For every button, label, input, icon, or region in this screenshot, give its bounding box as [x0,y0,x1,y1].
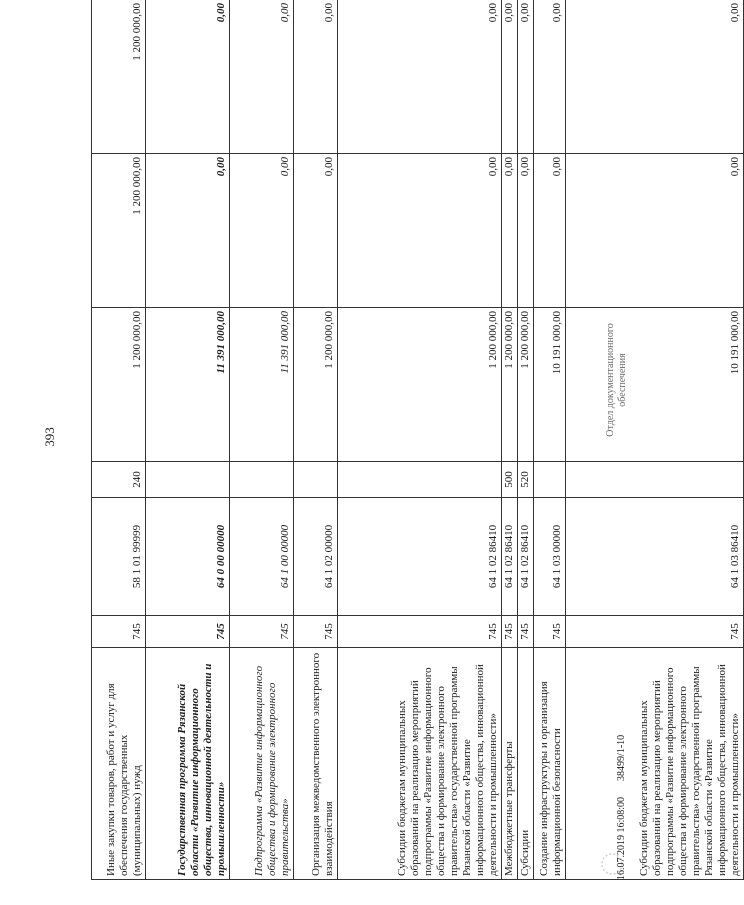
row-amount-1: 11 391 000,00 [146,308,230,462]
row-amount-1: 1 200 000,00 [294,308,338,462]
row-expense-type: 240 [92,462,146,498]
page-number: 393 [42,427,57,447]
row-name: Субсидии бюджетам муниципальных образований на реализацию мероприятий подпрограммы «Развитие информационного общества и формирование электронного правительства» государственной программы Рязанской области «Развитие информационного общества, инновационной деятельности и промышленности» [566,648,744,880]
footer-doc-id: 38499/1-10 [616,734,627,781]
row-amount-2: 0,00 [146,154,230,308]
row-amount-3: 0,00 [566,0,744,154]
table-row [294,0,338,880]
table-row [338,0,502,880]
row-expense-type: 520 [518,462,534,498]
row-amount-2: 0,00 [534,154,566,308]
row-amount-1: 1 200 000,00 [518,308,534,462]
row-name: Субсидии [518,648,534,880]
row-target-code: 58 1 01 99999 [92,498,146,616]
row-ministry: 745 [230,616,294,648]
row-expense-type [230,462,294,498]
footer-datetime: 16.07.2019 16:08:00 [616,796,627,880]
row-amount-3: 0,00 [230,0,294,154]
table-row [502,0,518,880]
row-target-code: 64 1 00 00000 [230,498,294,616]
row-amount-2: 0,00 [294,154,338,308]
row-name: Государственная программа Рязанской области «Развитие информационного общества, инновационной деятельности и промышленности» [146,648,230,880]
table-row [566,0,744,880]
row-amount-1: 1 200 000,00 [92,308,146,462]
row-name: Субсидии бюджетам муниципальных образований на реализацию мероприятий подпрограммы «Развитие информационного общества и формирование электронного правительства» государственной программы Рязанской области «Развитие информационного общества, инновационной деятельности и промышленности» [338,648,502,880]
row-amount-3: 0,00 [294,0,338,154]
row-amount-3: 0,00 [338,0,502,154]
row-expense-type [534,462,566,498]
row-expense-type [338,462,502,498]
row-amount-2: 1 200 000,00 [92,154,146,308]
row-amount-2: 0,00 [502,154,518,308]
table-row [92,0,146,880]
row-amount-2: 0,00 [566,154,744,308]
row-amount-3: 0,00 [146,0,230,154]
row-amount-1: 1 200 000,00 [502,308,518,462]
row-ministry: 745 [92,616,146,648]
row-ministry: 745 [294,616,338,648]
row-amount-1: 10 191 000,00 [566,308,744,462]
table-row [146,0,230,880]
department-stamp [605,310,629,450]
row-target-code: 64 1 03 86410 [566,498,744,616]
row-name: Создание инфраструктуры и организация информационной безопасности [534,648,566,880]
stamp-line-2: обеспечения [617,353,628,407]
row-amount-3: 0,00 [518,0,534,154]
stamp-line-1: Отдел документационного [605,323,616,437]
row-expense-type [294,462,338,498]
row-amount-1: 10 191 000,00 [534,308,566,462]
row-expense-type: 500 [502,462,518,498]
row-name: Иные закупки товаров, работ и услуг для обеспечения государственных (муниципальных) нужд [92,648,146,880]
row-amount-2: 0,00 [518,154,534,308]
row-target-code: 64 1 02 86410 [338,498,502,616]
row-ministry: 745 [338,616,502,648]
row-expense-type [566,462,744,498]
row-ministry: 745 [566,616,744,648]
row-target-code: 64 1 02 86410 [518,498,534,616]
row-amount-3: 1 200 000,00 [92,0,146,154]
row-amount-3: 0,00 [534,0,566,154]
row-amount-1: 11 391 000,00 [230,308,294,462]
row-name: Подпрограмма «Развитие информационного общества и формирование электронного правительства» [230,648,294,880]
row-target-code: 64 1 02 00000 [294,498,338,616]
row-target-code: 64 1 02 86410 [502,498,518,616]
table-row [518,0,534,880]
row-ministry: 745 [146,616,230,648]
row-amount-2: 0,00 [338,154,502,308]
row-ministry: 745 [502,616,518,648]
row-ministry: 745 [534,616,566,648]
row-target-code: 64 0 00 00000 [146,498,230,616]
budget-table [91,0,744,880]
row-amount-3: 0,00 [502,0,518,154]
row-amount-2: 0,00 [230,154,294,308]
footer [616,520,627,880]
row-target-code: 64 1 03 00000 [534,498,566,616]
row-expense-type [146,462,230,498]
table-row [230,0,294,880]
table-row [534,0,566,880]
row-name: Организация межведомственного электронного взаимодействия [294,648,338,880]
row-name: Межбюджетные трансферты [502,648,518,880]
row-ministry: 745 [518,616,534,648]
row-amount-1: 1 200 000,00 [338,308,502,462]
